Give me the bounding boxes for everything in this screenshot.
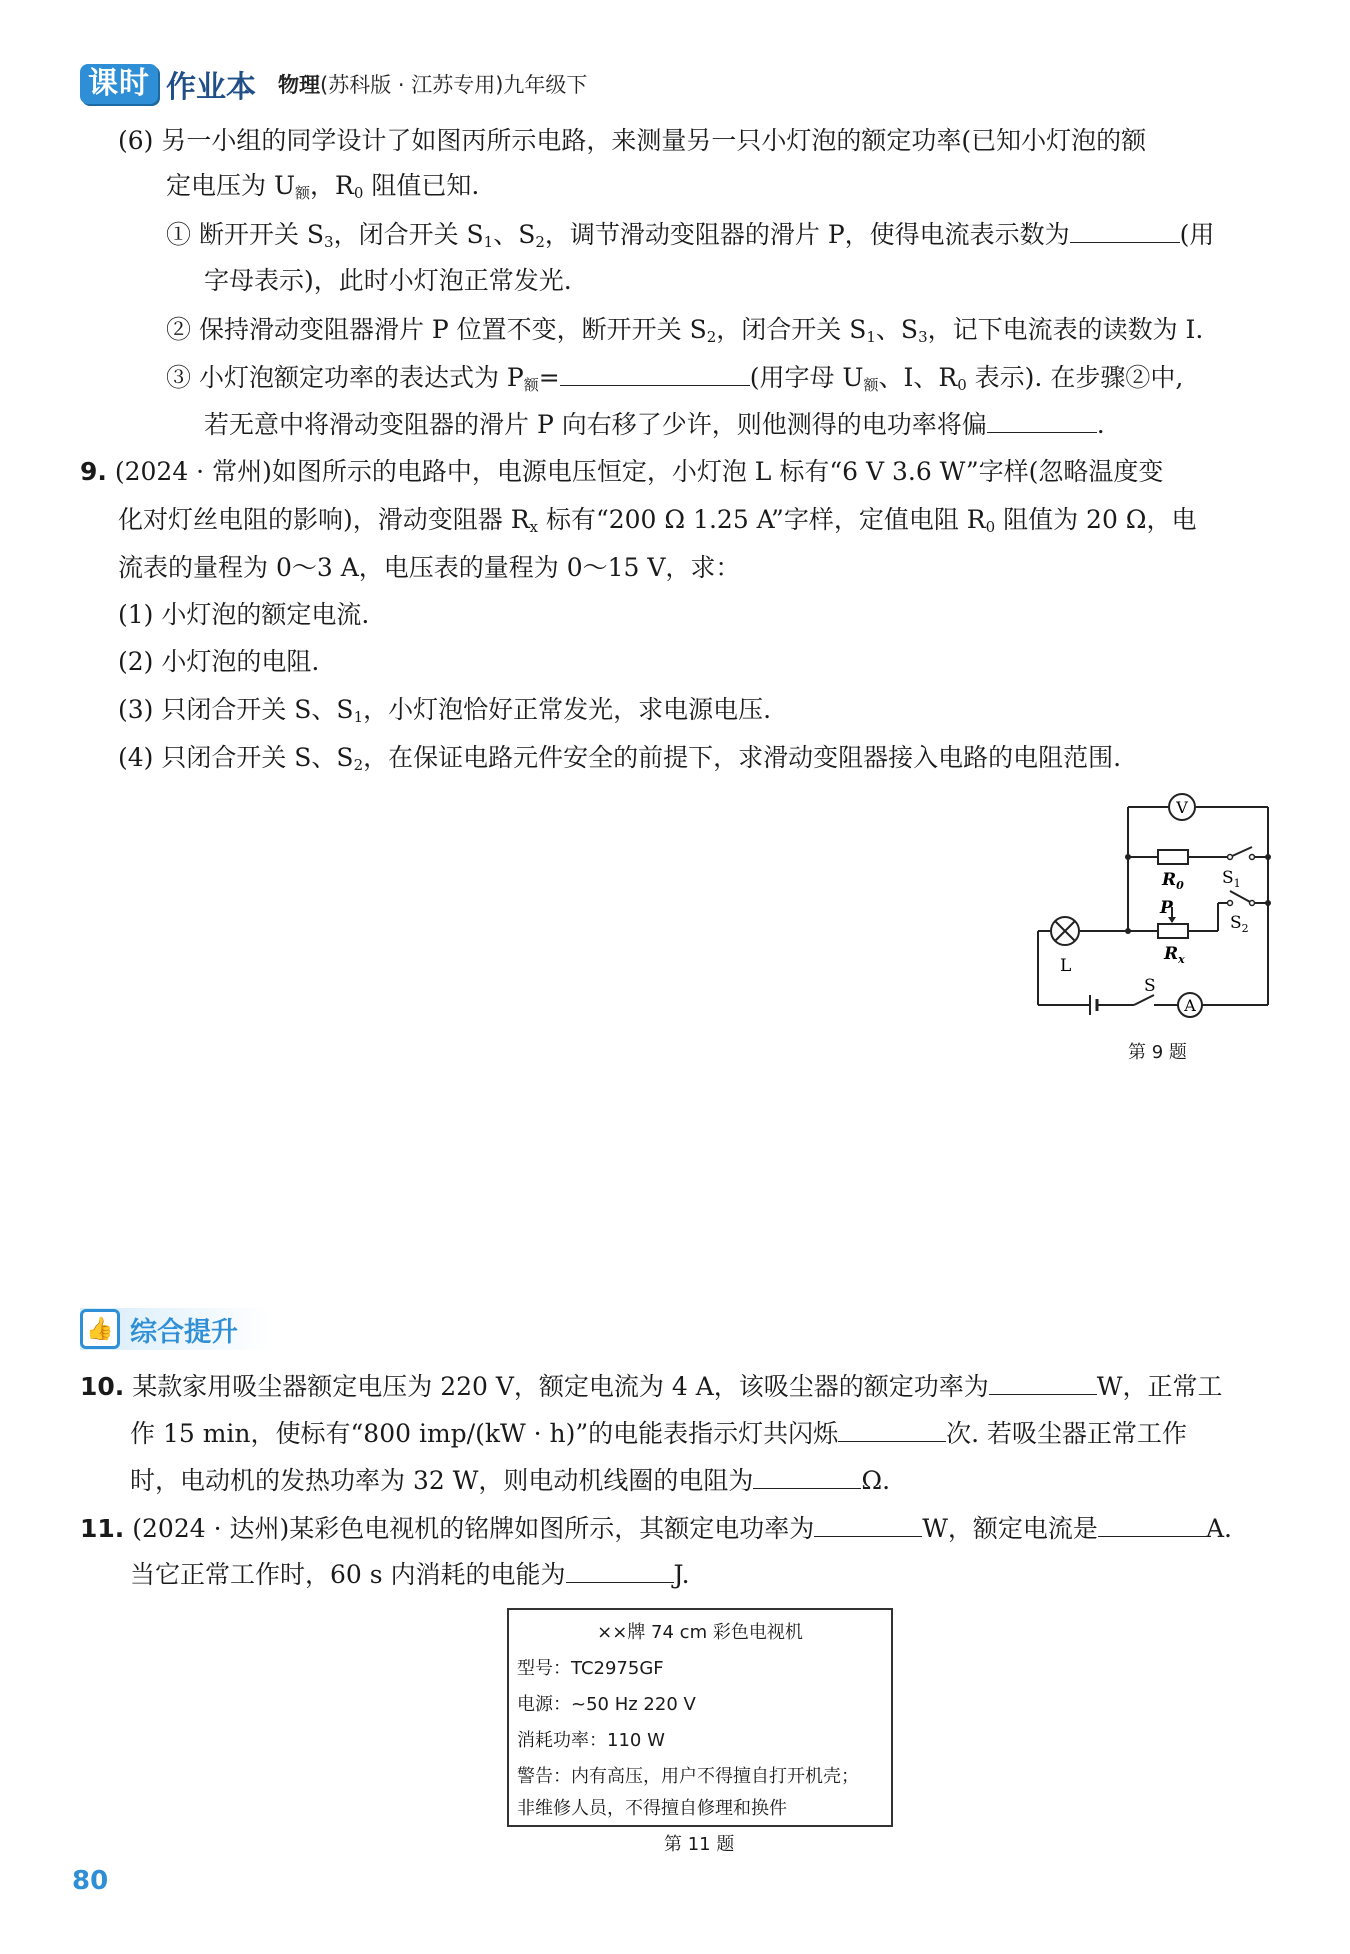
brand-logo: 课时 xyxy=(80,64,158,104)
q8-6-line2: 定电压为 $U_额$，$R_0$ 阻值已知. xyxy=(166,171,480,202)
q9-circuit-diagram xyxy=(1030,785,1290,1025)
ammeter-label: A xyxy=(1184,996,1196,1015)
q11-caption: 第 11 题 xyxy=(664,1834,735,1855)
q9-part4: (4) 只闭合开关 S、$S_2$，在保证电路元件安全的前提下，求滑动变阻器接入电路的电阻范围. xyxy=(118,743,1122,774)
tv-nameplate xyxy=(507,1608,893,1827)
answer-blank[interactable] xyxy=(987,408,1097,433)
section-title: 综合提升 xyxy=(130,1316,238,1348)
q9-line2: 化对灯丝电阻的影响)，滑动变阻器 $R_x$ 标有“200 Ω 1.25 A”字样，定值电阻 $R_0$ 阻值为 20 Ω，电 xyxy=(118,505,1197,536)
answer-blank[interactable] xyxy=(989,1370,1097,1395)
q8-6-step3-cont: 若无意中将滑动变阻器的滑片 P 向右移了少许，则他测得的电功率将偏 . xyxy=(204,410,1105,439)
q9-part3: (3) 只闭合开关 S、$S_1$，小灯泡恰好正常发光，求电源电压. xyxy=(118,695,772,726)
answer-blank[interactable] xyxy=(838,1417,946,1442)
section-header xyxy=(80,1308,270,1350)
switch-s2-label: $S_2$ xyxy=(1230,913,1249,935)
q8-6-step1: ① 断开开关 $S_3$，闭合开关 $S_1$、$S_2$，调节滑动变阻器的滑片 P，使得电流表示数为 (用 xyxy=(166,220,1215,251)
q10-line1: 10. 某款家用吸尘器额定电压为 220 V，额定电流为 4 A，该吸尘器的额定功率为 W，正常工 xyxy=(80,1372,1223,1401)
nameplate-model: 型号：TC2975GF xyxy=(517,1658,664,1679)
thumbs-up-icon: 👍 xyxy=(80,1309,120,1349)
nameplate-title: ××牌 74 cm 彩色电视机 xyxy=(597,1622,803,1643)
nameplate-consumption: 消耗功率：110 W xyxy=(517,1730,665,1751)
q9-line3: 流表的量程为 0～3 A，电压表的量程为 0～15 V，求： xyxy=(118,553,741,582)
header xyxy=(80,62,587,106)
q9-part1: (1) 小灯泡的额定电流. xyxy=(118,600,370,629)
answer-blank[interactable] xyxy=(753,1464,861,1489)
q11-line1: 11. (2024 · 达州)某彩色电视机的铭牌如图所示，其额定电功率为 W，额定电流是 A. xyxy=(80,1514,1232,1543)
answer-blank[interactable] xyxy=(814,1512,922,1537)
voltmeter-label: V xyxy=(1176,798,1188,817)
q9-line1: 9. (2024 · 常州)如图所示的电路中，电源电压恒定，小灯泡 L 标有“6 V 3.6 W”字样(忽略温度变 xyxy=(80,457,1164,486)
answer-blank[interactable] xyxy=(560,361,750,386)
q9-caption: 第 9 题 xyxy=(1128,1042,1187,1063)
q8-6-step2: ② 保持滑动变阻器滑片 P 位置不变，断开开关 $S_2$，闭合开关 $S_1$、$S_3$，记下电流表的读数为 I. xyxy=(166,315,1204,346)
answer-blank[interactable] xyxy=(1070,218,1180,243)
q8-6-line1: (6) 另一小组的同学设计了如图丙所示电路，来测量另一只小灯泡的额定功率(已知小灯泡的额 xyxy=(118,126,1147,155)
q10-line3: 时，电动机的发热功率为 32 W，则电动机线圈的电阻为 Ω. xyxy=(130,1466,891,1495)
q8-6-step3: ③ 小灯泡额定功率的表达式为 $P_额=$ (用字母 $U_额$、I、$R_0$ 表示). 在步骤②中, xyxy=(166,363,1184,394)
nameplate-warning-2: 非维修人员，不得擅自修理和换件 xyxy=(517,1798,787,1819)
lamp-label: L xyxy=(1060,956,1072,976)
subject-label: 物理(苏科版 · 江苏专用)九年级下 xyxy=(278,73,588,97)
q9-part2: (2) 小灯泡的电阻. xyxy=(118,647,320,676)
switch-s-label: S xyxy=(1144,976,1156,996)
nameplate-power-supply: 电源：~50 Hz 220 V xyxy=(517,1694,696,1715)
switch-s1-label: $S_1$ xyxy=(1222,868,1241,890)
q10-line2: 作 15 min，使标有“800 imp/(kW · h)”的电能表指示灯共闪烁 次. 若吸尘器正常工作 xyxy=(130,1419,1188,1448)
slider-p-label: P xyxy=(1160,898,1173,918)
nameplate-warning-1: 警告：内有高压，用户不得擅自打开机壳； xyxy=(517,1766,859,1787)
answer-blank[interactable] xyxy=(1098,1512,1206,1537)
page-number: 80 xyxy=(72,1866,109,1896)
q8-6-step1-cont: 字母表示)，此时小灯泡正常发光. xyxy=(204,266,572,295)
brand-subtitle: 作业本 xyxy=(166,70,256,105)
q11-line2: 当它正常工作时，60 s 内消耗的电能为 J. xyxy=(130,1560,690,1589)
r0-label: $R_0$ xyxy=(1162,870,1184,892)
answer-blank[interactable] xyxy=(566,1558,674,1583)
rx-label: $R_x$ xyxy=(1164,944,1185,966)
